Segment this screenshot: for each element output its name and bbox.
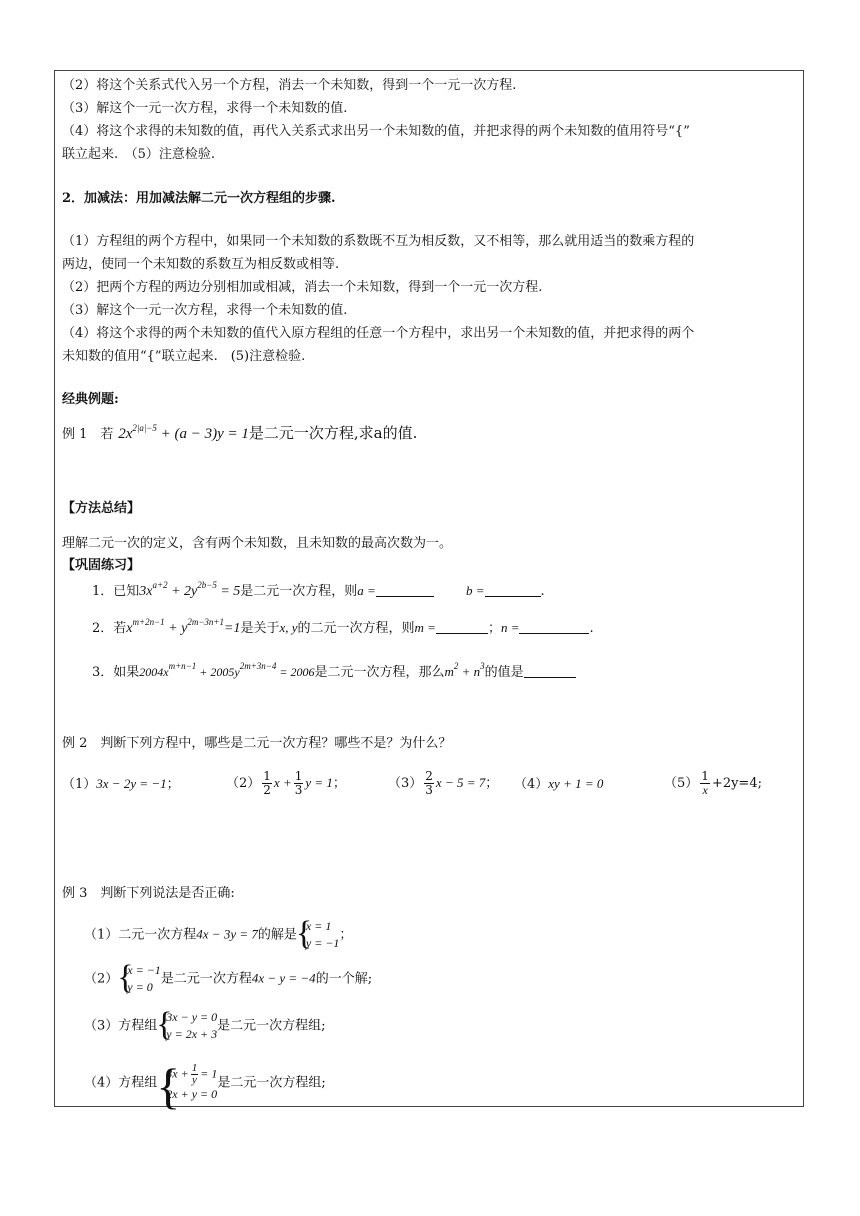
example-2-item-4: （4）xy + 1 = 0 [514, 776, 604, 792]
elimination-step-1: （1）方程组的两个方程中，如果同一个未知数的系数既不互为相反数，又不相等，那么就用适当的数乘方程的 [62, 234, 695, 249]
practice-question-3: 3．如果$2004x^{m+n-1} + 2005y^{2m+3n-4} = 2006$是二元一次方程，那么$m^2 + n^3$的值是 [92, 663, 576, 682]
examples-heading: 经典例题: [62, 392, 119, 407]
method-summary-heading: 【方法总结】 [62, 501, 141, 516]
example-1-tail: 是二元一次方程,求a的值. [248, 424, 418, 442]
elimination-heading: 2．加减法：用加减法解二元一次方程组的步骤. [62, 191, 336, 206]
example-3-statement-2: （2） { x = −1 y = 0 是二元一次方程4x − y = −4的一个解; [84, 962, 372, 996]
example-3-statement-1: （1）二元一次方程4x − 3y = 7的解是 { x = 1 y = −1 ； [84, 918, 352, 952]
elimination-step-1-cont: 两边，使同一个未知数的系数互为相反数或相等. [62, 257, 340, 272]
substitution-step-4: （4）将这个求得的未知数的值，再代入关系式求出另一个未知数的值，并把求得的两个未知数的值用符号“{” [62, 124, 690, 139]
elimination-step-4: （4）将这个求得的两个未知数的值代入原方程组的任意一个方程中，求出另一个未知数的值，并把求得的两个 [62, 326, 695, 341]
answer-blank-a[interactable] [376, 584, 434, 597]
practice-question-2: 2．若$x^{m+2n-1} + y^{2m-3n+1}=1$是关于x, y的二元一次方程，则m = ；n = . [92, 617, 594, 636]
example-3-statement-4: （4）方程组 { 3x + $\frac{1}{y}$ = 1 2x + y = 0 是二元一次方程组; [84, 1063, 326, 1103]
example-3-statement-3: （3）方程组 { 3x − y = 0 y = 2x + 3 是二元一次方程组; [84, 1009, 326, 1043]
example-2-label: 例 2 判断下列方程中，哪些是二元一次方程？哪些不是？为什么？ [62, 736, 452, 751]
substitution-step-2: （2）将这个关系式代入另一个方程，消去一个未知数，得到一个一元一次方程. [62, 78, 517, 93]
elimination-step-2: （2）把两个方程的两边分别相加或相减，消去一个未知数，得到一个一元一次方程. [62, 280, 543, 295]
answer-blank-n[interactable] [519, 621, 589, 634]
example-1-expr: $2x^{2|a|-5} + (a - 3)y = 1$ [118, 423, 249, 442]
answer-blank-m[interactable] [436, 621, 488, 634]
practice-heading: 【巩固练习】 [62, 558, 141, 573]
example-2-item-5: （5） $\frac{1}{x}$ +2y=4; [664, 769, 762, 797]
example-2-item-2: （2） $\frac{1}{2}$ x + $\frac{1}{3}$ y = 1； [226, 769, 346, 797]
answer-blank-value[interactable] [524, 665, 576, 678]
answer-blank-b[interactable] [485, 584, 541, 597]
example-1-label: 例 1 若 [62, 427, 114, 442]
method-summary-text: 理解二元一次的定义，含有两个未知数，且未知数的最高次数为一。 [62, 536, 453, 551]
elimination-step-3: （3）解这个一元一次方程，求得一个未知数的值. [62, 303, 348, 318]
substitution-step-3: （3）解这个一元一次方程，求得一个未知数的值. [62, 101, 348, 116]
example-2-item-3: （3） $\frac{2}{3}$ x − 5 = 7； [388, 769, 499, 797]
example-3-label: 例 3 判断下列说法是否正确: [62, 886, 235, 901]
example-2-item-1: （1）3x − 2y = −1； [62, 776, 180, 792]
substitution-step-4-cont: 联立起来. （5）注意检验. [62, 147, 216, 162]
example-1 [62, 424, 417, 444]
practice-question-1: 1．已知$3x^{a+2} + 2y^{2b-5} = 5$是二元一次方程，则a = b = . [92, 580, 545, 599]
elimination-step-4-cont: 未知数的值用“{”联立起来. (5)注意检验. [62, 349, 306, 364]
